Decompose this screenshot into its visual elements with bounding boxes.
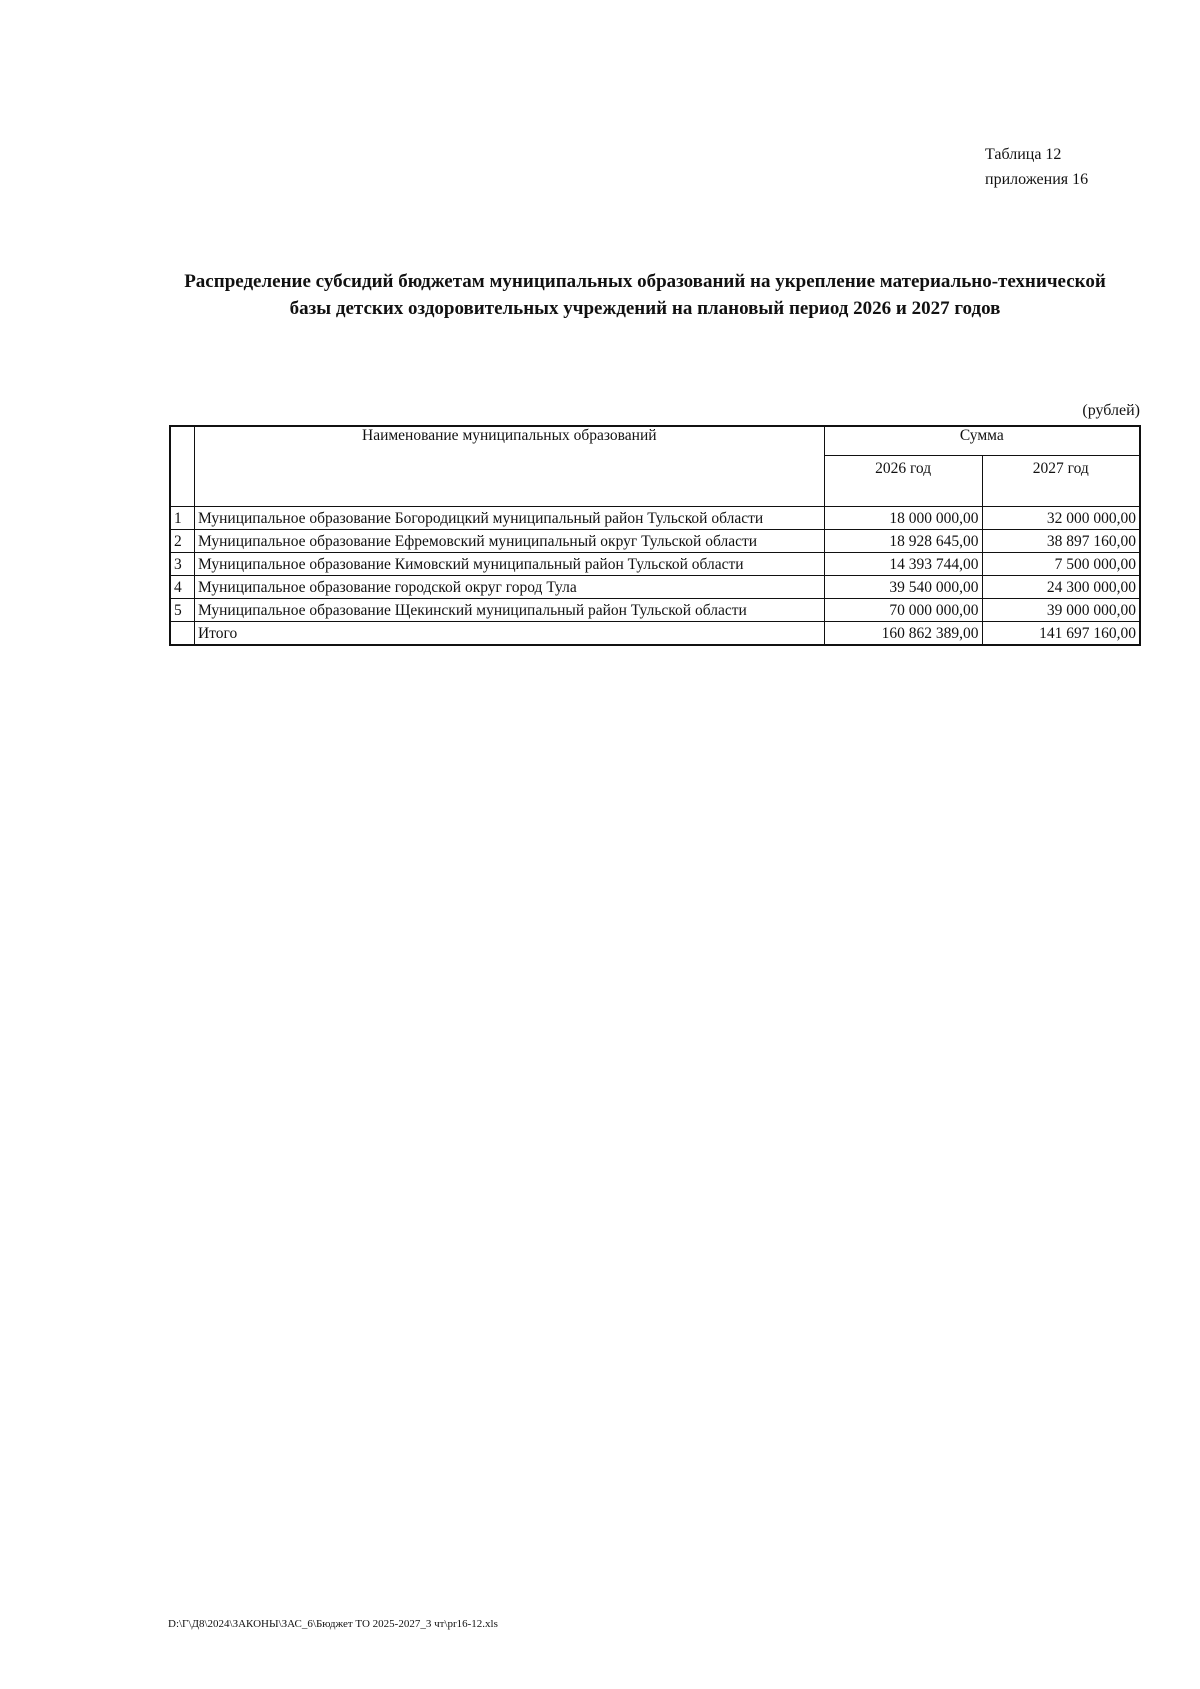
amount-2027: 7 500 000,00 (982, 553, 1140, 576)
total-row (170, 622, 1140, 646)
document-title-line-2: базы детских оздоровительных учреждений на плановый период 2026 и 2027 годов (289, 298, 1001, 319)
number-column-header (170, 426, 194, 507)
total-label: Итого (194, 622, 824, 646)
amount-2026: 18 000 000,00 (824, 507, 982, 530)
year-2027-column-header: 2027 год (982, 456, 1140, 507)
amount-2026: 14 393 744,00 (824, 553, 982, 576)
table-row (170, 530, 1140, 553)
table-reference (985, 142, 1088, 192)
amount-2026: 70 000 000,00 (824, 599, 982, 622)
table-label: Таблица 12 (985, 146, 1062, 163)
table-row (170, 599, 1140, 622)
name-column-header: Наименование муниципальных образований (194, 426, 824, 507)
document-title-line-1: Распределение субсидий бюджетам муниципальных образований на укрепление материально-технической (184, 271, 1106, 292)
municipality-name: Муниципальное образование Ефремовский муниципальный округ Тульской области (194, 530, 824, 553)
municipality-name: Муниципальное образование Щекинский муниципальный район Тульской области (194, 599, 824, 622)
row-number: 4 (170, 576, 194, 599)
sum-column-header: Сумма (824, 426, 1140, 456)
document-title (150, 268, 1140, 322)
row-number: 3 (170, 553, 194, 576)
year-2026-column-header: 2026 год (824, 456, 982, 507)
total-2026: 160 862 389,00 (824, 622, 982, 646)
amount-2027: 24 300 000,00 (982, 576, 1140, 599)
table-row (170, 576, 1140, 599)
table-row (170, 507, 1140, 530)
row-number: 2 (170, 530, 194, 553)
amount-2027: 38 897 160,00 (982, 530, 1140, 553)
subsidy-table (169, 425, 1141, 646)
table-row (170, 553, 1140, 576)
amount-2027: 32 000 000,00 (982, 507, 1140, 530)
row-number (170, 622, 194, 646)
municipality-name: Муниципальное образование городской округ город Тула (194, 576, 824, 599)
municipality-name: Муниципальное образование Богородицкий муниципальный район Тульской области (194, 507, 824, 530)
row-number: 5 (170, 599, 194, 622)
file-path-footer: D:\Г\Д8\2024\ЗАКОНЫ\ЗАС_6\Бюджет ТО 2025-2027_3 чт\pr16-12.xls (168, 1618, 498, 1630)
total-2027: 141 697 160,00 (982, 622, 1140, 646)
amount-2026: 39 540 000,00 (824, 576, 982, 599)
appendix-label: приложения 16 (985, 171, 1089, 188)
units-label: (рублей) (1082, 402, 1140, 419)
row-number: 1 (170, 507, 194, 530)
municipality-name: Муниципальное образование Кимовский муниципальный район Тульской области (194, 553, 824, 576)
amount-2026: 18 928 645,00 (824, 530, 982, 553)
amount-2027: 39 000 000,00 (982, 599, 1140, 622)
table-header-row (170, 426, 1140, 456)
